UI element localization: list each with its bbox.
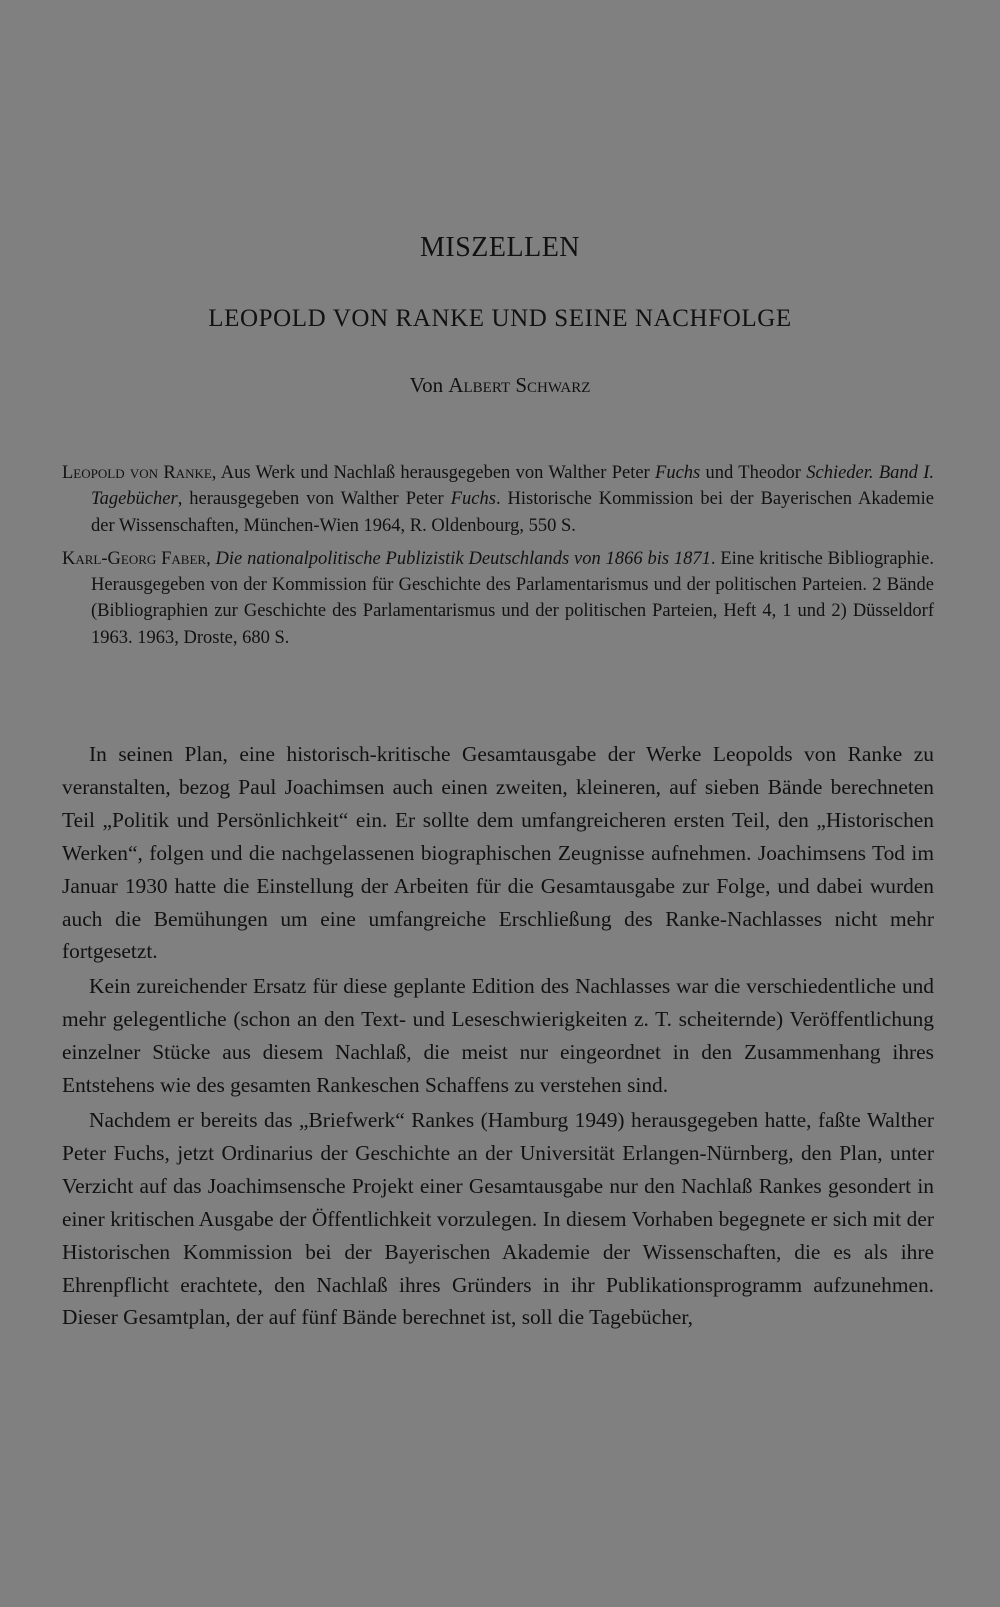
bibliography-entry — [62, 460, 934, 539]
bibliography-text: , — [206, 548, 216, 569]
author-name: Albert Schwarz — [448, 373, 591, 397]
body-paragraph: In seinen Plan, eine historisch-kritische Gesamtausgabe der Werke Leopolds von Ranke zu veranstalten, bezog Paul Joachimsen auch einen zweiten, kleineren, auf sieben Bände berechneten Teil „Politik und Persönlichkeit“ ein. Er sollte dem umfangreicheren ersten Teil, den „Historischen Werken“, folgen und die nachgelassenen biographischen Zeugnisse aufnehmen. Joachimsens Tod im Januar 1930 hatte die Einstellung der Arbeiten für die Gesamtausgabe zur Folge, und dabei wurden auch die Bemühungen um eine umfangreiche Erschließung des Ranke-Nachlasses nicht mehr fortgesetzt. — [62, 742, 934, 964]
bibliography-entry — [62, 546, 934, 651]
bibliography-title: Die nationalpolitische Publizistik Deutschlands von 1866 bis 1871 — [215, 548, 711, 569]
bibliography-text: und Theodor — [700, 463, 807, 483]
bibliography-author: Leopold von Ranke — [62, 463, 212, 483]
bibliography-text: , herausgegeben von Walther Peter — [177, 489, 451, 510]
body-paragraph: Kein zureichender Ersatz für diese geplante Edition des Nachlasses war die verschiedentliche und mehr gelegentliche (schon an den Text- und Leseschwierigkeiten z. T. scheiternde) Veröffentlichung einzelner Stücke aus diesem Nachlaß, die meist nur eingeordnet in den Zusammenhang ihres Entstehens wie des gesamten Rankeschen Schaffens zu verstehen sind. — [62, 974, 934, 1098]
author-prefix: Von — [409, 373, 444, 397]
author-line — [0, 373, 1000, 398]
body-paragraph: Nachdem er bereits das „Briefwerk“ Rankes (Hamburg 1949) herausgegeben hatte, faßte Walther Peter Fuchs, jetzt Ordinarius der Geschichte an der Universität Erlangen-Nürnberg, den Plan, unter Verzicht auf das Joachimsensche Projekt einer Gesamtausgabe nur den Nachlaß Rankes gesondert in einer kritischen Ausgabe der Öffentlichkeit vorzulegen. In diesem Vorhaben begegnete er sich mit der Historischen Kommission bei der Bayerischen Akademie der Wissenschaften, die es als ihre Ehrenpflicht erachtete, den Nachlaß ihres Gründers in ihr Publikationsprogramm aufzunehmen. Dieser Gesamtplan, der auf fünf Bände berechnet ist, soll die Tagebücher, — [62, 1107, 934, 1330]
bibliography-title: Schieder. Band I. Tagebücher — [91, 463, 934, 510]
bibliography-text: , Aus Werk und Nachlaß herausgegeben von Walther Peter — [211, 463, 656, 483]
article-body — [62, 738, 934, 1334]
bibliography-text: . Historische Kommission bei der Bayerischen Akademie der Wissenschaften, München-Wien 1964, R. Oldenbourg, 550 S. — [91, 489, 935, 536]
bibliography-text: . Eine kritische Bibliographie. Herausgegeben von der Kommission für Geschichte des Parlamentarismus und der politischen Parteien. 2 Bände (Bibliographien zur Geschichte des Parlamentarismus und der politischen Parteien, Heft 4, 1 und 2) Düsseldorf 1963. 1963, Droste, 680 S. — [91, 548, 935, 648]
bibliography — [62, 460, 934, 651]
bibliography-editor: Fuchs — [450, 489, 496, 510]
bibliography-editor: Fuchs — [655, 463, 701, 483]
article-title: LEOPOLD VON RANKE UND SEINE NACHFOLGE — [208, 305, 792, 332]
section-title: MISZELLEN — [419, 232, 581, 263]
bibliography-author: Karl-Georg Faber — [62, 548, 207, 569]
